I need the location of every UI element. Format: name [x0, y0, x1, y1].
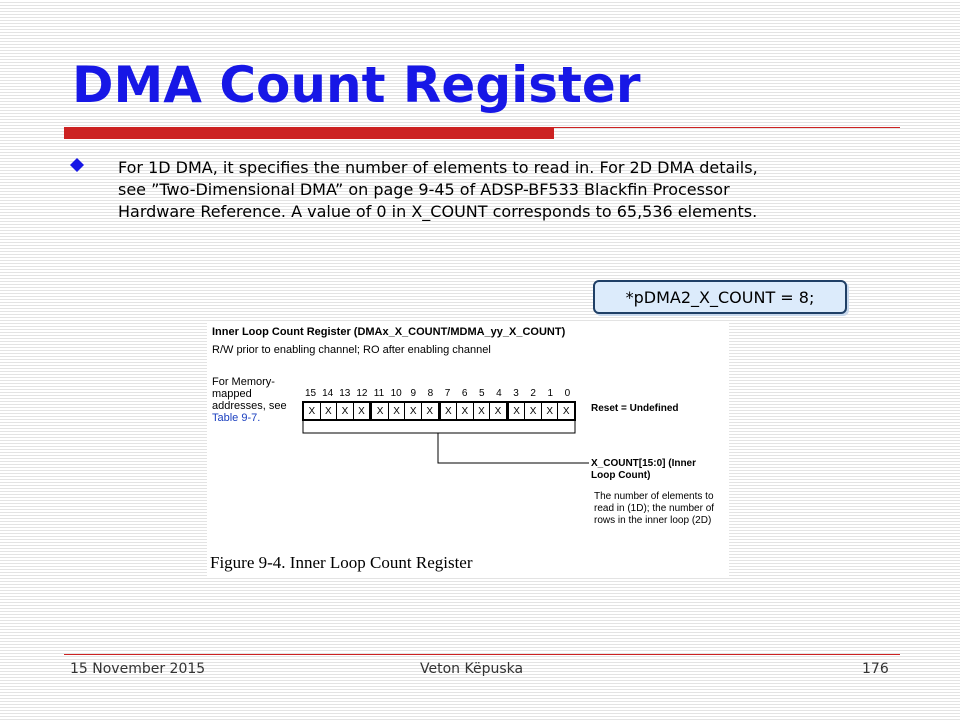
bit-number-row: [302, 388, 576, 400]
bit-number: 1: [547, 388, 554, 399]
field-name-line: Loop Count): [591, 470, 651, 481]
field-name-line: X_COUNT[15:0] (Inner: [591, 458, 697, 469]
bit-field-row: [302, 401, 576, 421]
table-link[interactable]: Table 9-7.: [212, 412, 261, 424]
register-figure: [207, 321, 729, 578]
bit-number: 2: [530, 388, 536, 399]
bullet-line: see ”Two-Dimensional DMA” on page 9-45 of ADSP-BF533 Blackfin Processor: [118, 180, 730, 199]
diamond-bullet-icon: [70, 158, 84, 172]
bit-cell: X: [509, 403, 526, 419]
note-line: For Memory-: [212, 376, 275, 388]
bit-number: 6: [461, 388, 468, 399]
bit-cell: X: [525, 403, 542, 419]
bit-number: 8: [427, 388, 434, 399]
bit-number: 11: [373, 388, 385, 399]
field-description: [594, 491, 724, 527]
bit-cell: X: [441, 403, 458, 419]
footer-author: Veton Këpuska: [420, 661, 524, 677]
code-callout: *pDMA2_X_COUNT = 8;: [593, 280, 847, 314]
note-line: mapped: [212, 388, 252, 400]
slide-title: DMA Count Register: [72, 56, 641, 114]
bit-cell: X: [474, 403, 491, 419]
bit-number: 0: [564, 388, 571, 399]
field-desc-line: The number of elements to: [594, 491, 714, 502]
reset-label: Reset = Undefined: [591, 403, 679, 414]
bit-cell: X: [337, 403, 354, 419]
bit-cell: X: [457, 403, 474, 419]
bit-cell: X: [372, 403, 389, 419]
figure-note: [212, 376, 297, 424]
note-line: addresses, see: [212, 400, 287, 412]
bit-number: 14: [322, 388, 334, 399]
footer-page-number: 176: [862, 661, 889, 677]
bit-cell: X: [354, 403, 373, 419]
bit-cell: X: [422, 403, 441, 419]
bit-number: 12: [356, 388, 368, 399]
bit-number: 10: [390, 388, 402, 399]
bit-cell: X: [304, 403, 321, 419]
title-underline-thick: [64, 128, 554, 139]
bit-number: 9: [410, 388, 417, 399]
bit-number: 4: [496, 388, 502, 399]
footer-rule: [64, 654, 900, 655]
bullet-line: For 1D DMA, it specifies the number of elements to read in. For 2D DMA details,: [118, 158, 758, 177]
field-desc-line: rows in the inner loop (2D): [594, 515, 712, 526]
bit-number: 13: [339, 388, 351, 399]
bullet-line: Hardware Reference. A value of 0 in X_COUNT corresponds to 65,536 elements.: [118, 202, 758, 221]
bit-number: 3: [513, 388, 519, 399]
bit-number: 5: [478, 388, 485, 399]
field-name: [591, 458, 721, 482]
bit-number: 7: [444, 388, 451, 399]
bit-cell: X: [389, 403, 406, 419]
bit-cell: X: [542, 403, 559, 419]
bit-number: 15: [304, 388, 317, 399]
bit-cell: X: [405, 403, 422, 419]
bit-cell: X: [562, 405, 570, 417]
bit-cell: X: [490, 403, 509, 419]
footer-date: 15 November 2015: [70, 661, 206, 677]
field-bracket: [302, 421, 592, 467]
bullet-text: [118, 157, 898, 223]
figure-caption: Figure 9-4. Inner Loop Count Register: [210, 553, 473, 572]
figure-subheading: R/W prior to enabling channel; RO after enabling channel: [212, 344, 491, 356]
figure-heading: Inner Loop Count Register (DMAx_X_COUNT/MDMA_yy_X_COUNT): [212, 326, 566, 338]
bit-cell: X: [321, 403, 338, 419]
field-desc-line: read in (1D); the number of: [594, 503, 715, 514]
